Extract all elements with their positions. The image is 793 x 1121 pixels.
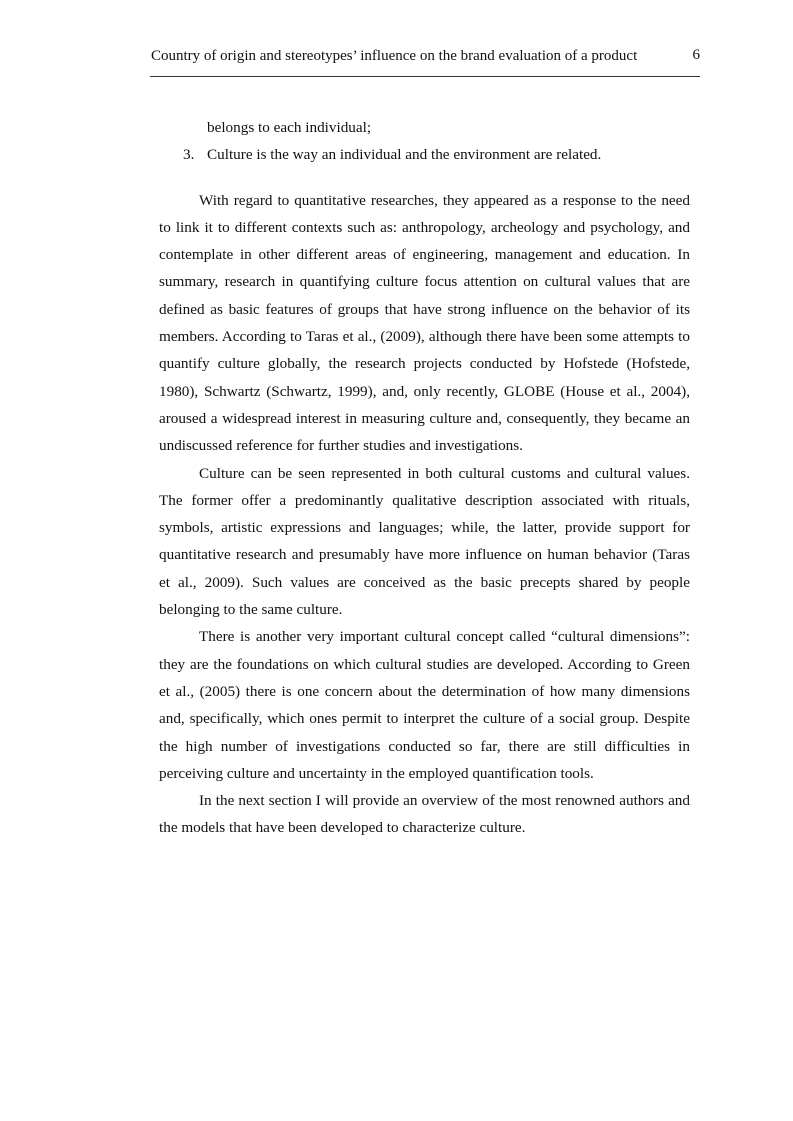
list-item-text: Culture is the way an individual and the environment are related. [207,146,602,164]
paragraph-next-section: In the next section I will provide an overview of the most renowned authors and the models that have been developed to characterize culture. [159,792,690,837]
page-number: 6 [692,47,700,63]
paragraph-customs-and-values: Culture can be seen represented in both cultural customs and cultural values. The former offer a predominantly qualitative description associated with rituals, symbols, artistic expressions and languages; while, the latter, provide support for quantitative research and presumably have more influence on human behavior (Taras et al., 2009). Such values are conceived as the basic precepts shared by people belonging to the same culture. [159,464,690,619]
body-text [159,114,690,842]
spacer [159,169,690,187]
running-title: Country of origin and stereotypes’ influence on the brand evaluation of a product [151,48,638,64]
list-continuation: belongs to each individual; [207,119,372,136]
list-item-number: 3. [183,146,195,164]
paragraph-quantitative-research: With regard to quantitative researches, they appeared as a response to the need to link it to different contexts such as: anthropology, archeology and psychology, and contemplate in other different areas of engineering, management and education. In summary, research in quantifying culture focus attention on cultural values that are defined as basic features of groups that have strong influence on the behavior of its members. According to Taras et al., (2009), although there have been some attempts to quantify culture globally, the research projects conducted by Hofstede (Hofstede, 1980), Schwartz (Schwartz, 1999), and, only recently, GLOBE (House et al., 2004), aroused a widespread interest in measuring culture and, consequently, they became an undiscussed reference for further studies and investigations. [159,191,690,455]
paragraph-cultural-dimensions: There is another very important cultural concept called “cultural dimensions”: they are the foundations on which cultural studies are developed. According to Green et al., (2005) there is one concern about the determination of how many dimensions and, specifically, which ones permit to interpret the culture of a social group. Despite the high number of investigations conducted so far, there are still difficulties in perceiving culture and uncertainty in the employed quantification tools. [159,628,690,782]
page-header [150,46,700,77]
list-item-3 [159,141,690,168]
